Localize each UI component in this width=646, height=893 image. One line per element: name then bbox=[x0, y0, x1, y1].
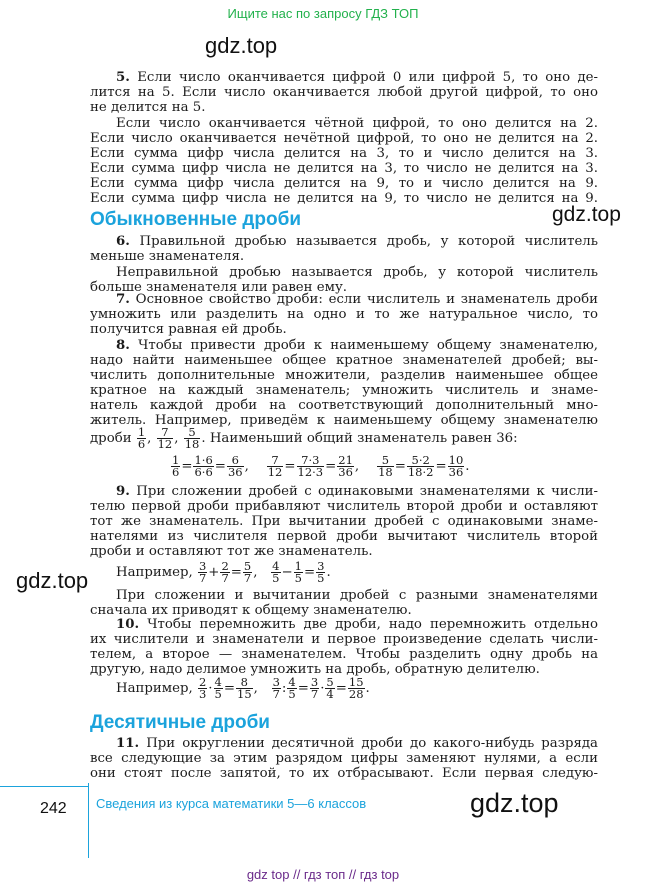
text-line: получится равная ей дробь. bbox=[90, 322, 287, 337]
text-line: натель каждой дроби на соответствующий дополнительный мно- bbox=[90, 398, 598, 413]
text-line: 7. Основное свойство дроби: если числитель и знаменатель дроби bbox=[116, 292, 598, 307]
text-line: Если число оканчивается нечётной цифрой, то оно не делится на 2. bbox=[90, 131, 598, 146]
example-line: Например, $\frac{3}{7}$ + $\frac{2}{7}$ = $\frac{5}{7}$ , $\frac{4}{5}$ − $\frac{1}{5}$ = $\frac{3}{5}$ . bbox=[116, 559, 331, 585]
footer-divider bbox=[0, 786, 88, 787]
text-line: Если сумма цифр числа не делится на 3, то число не делится на 3. bbox=[90, 161, 598, 176]
page-number: 242 bbox=[40, 800, 67, 817]
text-line: 11. При округлении десятичной дроби до какого-нибудь разряда bbox=[116, 736, 598, 751]
text-line: Если сумма цифр числа делится на 3, то и число делится на 3. bbox=[90, 146, 598, 161]
text-line: надо найти наименьшее общее кратное знаменателей дробей; вы- bbox=[90, 353, 598, 368]
top-banner[interactable]: Ищите нас по запросу ГДЗ ТОП bbox=[227, 6, 419, 21]
watermark: gdz.top bbox=[16, 568, 89, 593]
text-line: другую, надо делимое умножить на дробь, обратную делителю. bbox=[90, 662, 540, 677]
text-line: Если сумма цифр числа делится на 9, то и число делится на 9. bbox=[90, 176, 598, 191]
footer-divider bbox=[88, 783, 89, 858]
text-line: меньше знаменателя. bbox=[90, 249, 245, 264]
text-line: 9. При сложении дробей с одинаковыми знаменателями к числи- bbox=[116, 484, 598, 499]
text-line: 8. Чтобы привести дроби к наименьшему общему знаменателю, bbox=[116, 338, 598, 353]
watermark: gdz.top bbox=[470, 788, 559, 818]
fraction-list-line: дроби $\frac{1}{6}$ , $\frac{7}{12}$ , $\frac{5}{18}$ . Наименьший общий знаменатель равен 36: bbox=[90, 425, 518, 451]
example-line: Например, $\frac{2}{3}$ · $\frac{4}{5}$ = $\frac{8}{15}$ , $\frac{3}{7}$ : $\frac{4}{5}$ = $\frac{3}{7}$ · $\frac{5}{4}$ = $\frac{15}{28}$ . bbox=[116, 675, 370, 701]
fraction: $\frac{7}{12}$ bbox=[157, 425, 173, 451]
text-line: лится на 5. Если число оканчивается любой другой цифрой, то оно bbox=[90, 85, 598, 100]
text-line: кратное на каждый знаменатель; умножить числитель и знаме- bbox=[90, 383, 598, 398]
text-line: При сложении и вычитании дробей с разными знаменателями bbox=[116, 588, 598, 603]
text-line: их числители и знаменатели и первое произведение сделать числи- bbox=[90, 632, 598, 647]
text-line: Если число оканчивается чётной цифрой, то оно делится на 2. bbox=[116, 116, 598, 131]
fraction: $\frac{5}{18}$ bbox=[184, 425, 200, 451]
text-line: нателями из числителя первой дроби вычитают числитель второй bbox=[90, 529, 598, 544]
text-line: 6. Правильной дробью называется дробь, у которой числитель bbox=[116, 234, 598, 249]
text-line: числить дополнительные множители, разделив наименьшее общее bbox=[90, 368, 598, 383]
equation-line: $\frac{1}{6}$ = $\frac{1\cdot 6}{6\cdot 6}$ = $\frac{6}{36}$ , $\frac{7}{12}$ = $\frac{7\cdot 3}{12\cdot 3}$ = $\frac{21}{36}$ , $\frac{5}{18}$ = $\frac{5\cdot 2}{18\cdot 2}$ = $\frac{10}{36}$ . bbox=[172, 453, 470, 479]
text-line: умножить или разделить на одно и то же натуральное число, то bbox=[90, 307, 598, 322]
text-line: они стоят после запятой, то их отбрасывают. Если первая следую- bbox=[90, 766, 598, 781]
watermark: gdz.top bbox=[552, 203, 621, 226]
bottom-links[interactable]: gdz top // гдз топ // гдз top bbox=[246, 867, 400, 882]
text-line: тот же знаменатель. При вычитании дробей с одинаковыми знаме- bbox=[90, 514, 598, 529]
section-heading: Десятичные дроби bbox=[90, 712, 270, 733]
text-line: житель. Например, приведём к наименьшему общему знаменателю bbox=[90, 413, 598, 428]
text-line: не делится на 5. bbox=[90, 100, 206, 115]
text-line: 10. Чтобы перемножить две дроби, надо перемножить отдельно bbox=[116, 617, 598, 632]
text-line: дроби и оставляют тот же знаменатель. bbox=[90, 544, 373, 559]
section-heading: Обыкновенные дроби bbox=[90, 209, 302, 230]
running-footer: Сведения из курса математики 5—6 классов bbox=[96, 796, 367, 811]
text-line: 5. Если число оканчивается цифрой 0 или цифрой 5, то оно де- bbox=[116, 70, 598, 85]
text-line: Если сумма цифр числа не делится на 9, то число не делится на 9. bbox=[90, 191, 598, 206]
text-line: все следующие за этим разрядом цифры заменяют нулями, а если bbox=[90, 751, 598, 766]
text-line: сначала их приводят к общему знаменателю. bbox=[90, 603, 412, 618]
text-line: Неправильной дробью называется дробь, у которой числитель bbox=[116, 265, 598, 280]
text-line: больше знаменателя или равен ему. bbox=[90, 280, 348, 295]
text-line: телем, а второе — знаменателем. Чтобы разделить одну дробь на bbox=[90, 647, 598, 662]
fraction: $\frac{1}{6}$ bbox=[137, 425, 146, 451]
watermark: gdz.top bbox=[205, 33, 278, 58]
text-line: телю первой дроби прибавляют числитель второй дроби и оставляют bbox=[90, 499, 598, 514]
